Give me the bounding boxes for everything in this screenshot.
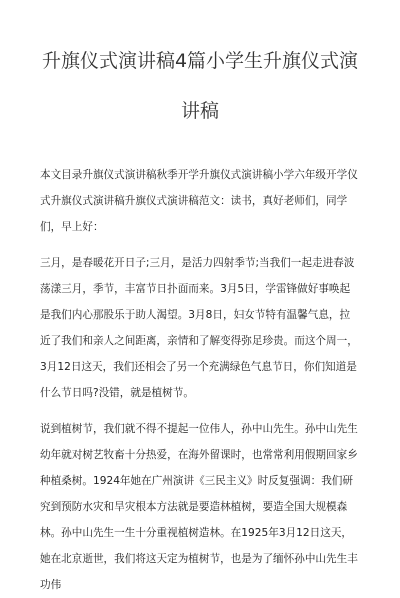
document-title-line-1: 升旗仪式演讲稿4篇小学生升旗仪式演: [41, 50, 359, 72]
arbor-day-paragraph: 说到植树节，我们就不得不提起一位伟人，孙中山先生。孙中山先生幼年就对树艺牧畜十分热爱，在海外留课时，也常常利用假期回家乡种植桑树。1924年她在广州演讲《三民主义》时反复强调：我们研究到预防水灾和旱灾根本方法就是要造林植树，要造全国大规模森林。孙中山先生一生十分重视植树造林。在1925年3月12日这天，她在北京逝世，我们将这天定为植树节，也是为了缅怀孙中山先生丰功伟: [40, 423, 358, 591]
document-body: [40, 162, 360, 598]
march-paragraph: 三月，是春暖花开日子;三月，是活力四射季节;当我们一起走进春波荡漾三月，季节，丰富节日扑面而来。3月5日，学雷锋做好事唤起是我们内心那股乐于助人渴望。3月8日，妇女节特有温馨气息，拉近了我们和亲人之间距离，亲情和了解变得弥足珍贵。而这个周一，3月12日这天，我们还相会了另一个充满绿色气息节日，你们知道是什么节日吗?没错，就是植树节。: [40, 257, 358, 399]
intro-paragraph: 本文目录升旗仪式演讲稿秋季开学升旗仪式演讲稿小学六年级开学仪式升旗仪式演讲稿升旗仪式演讲稿范文：读书，真好老师们，同学们，早上好：: [40, 169, 358, 233]
document-title-line-2: 讲稿: [180, 100, 219, 122]
